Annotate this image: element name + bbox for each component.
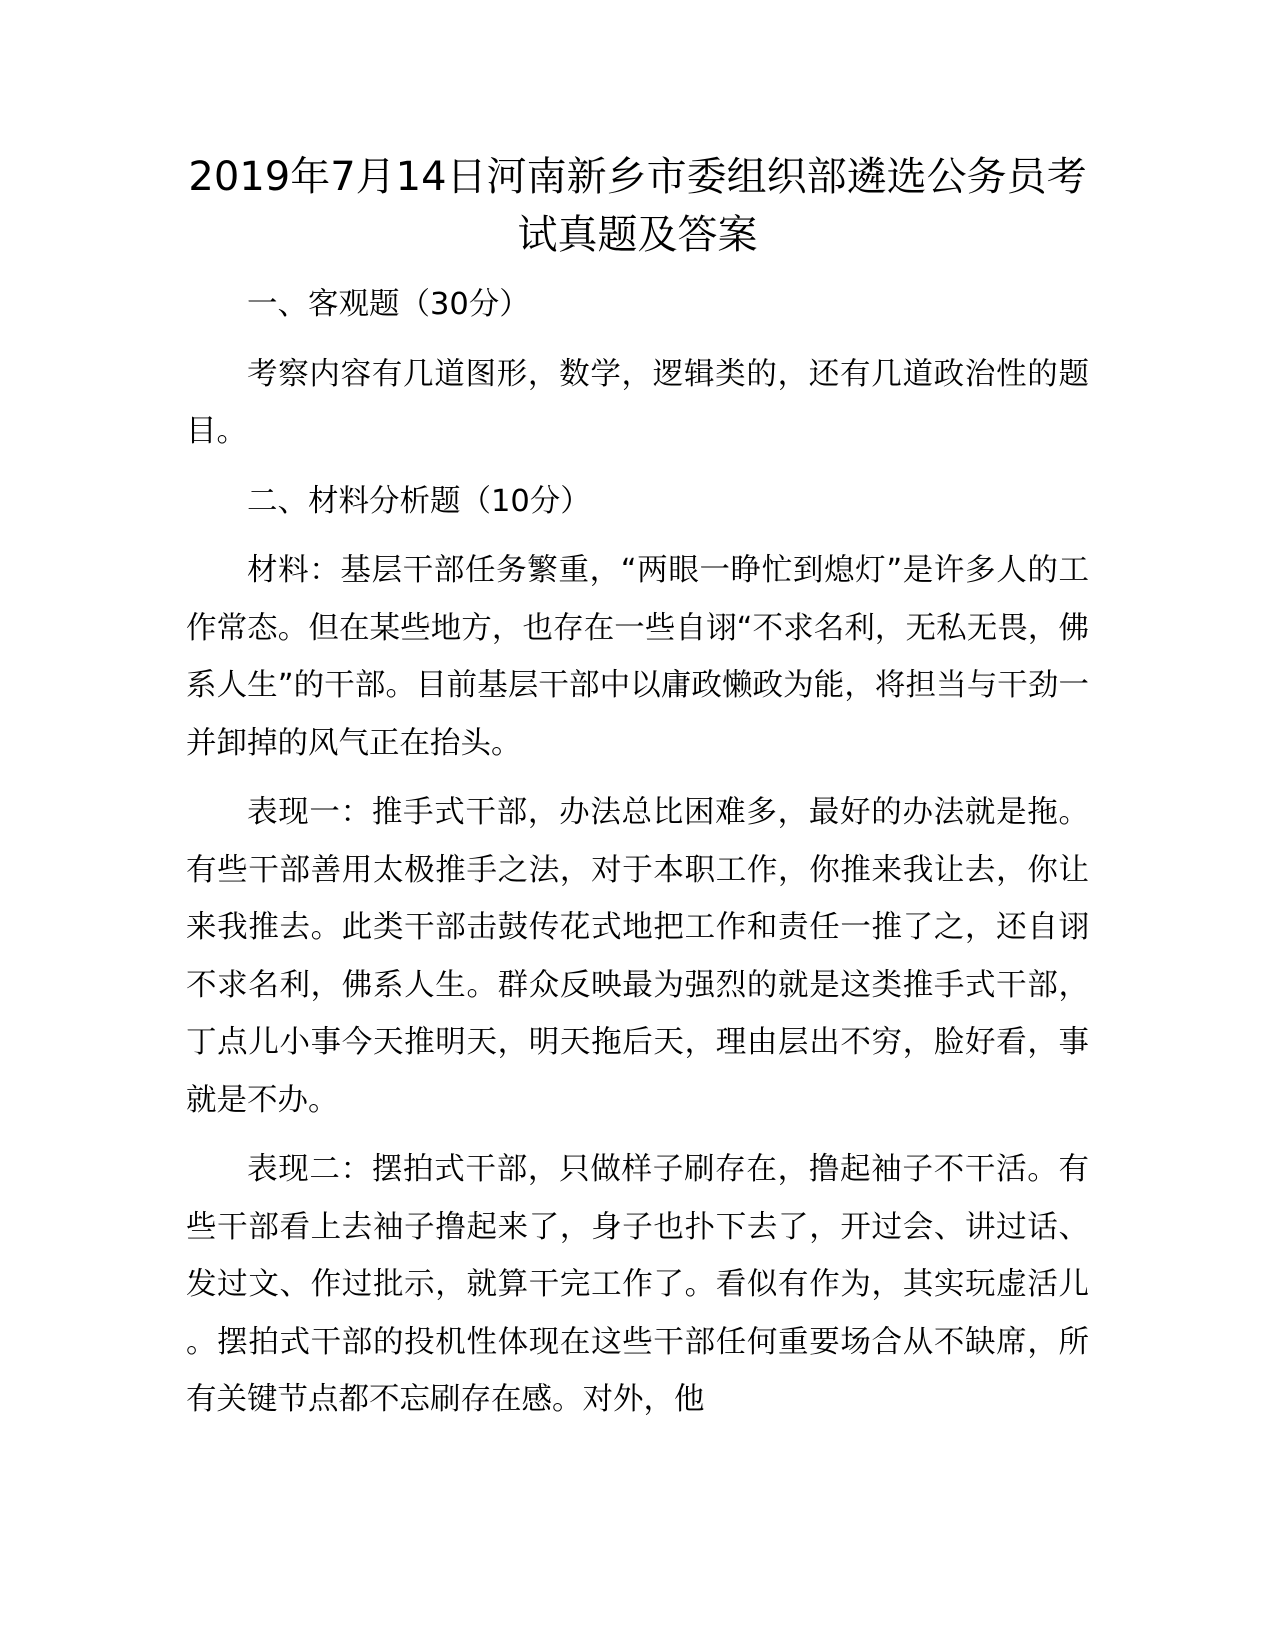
document-body	[186, 148, 1089, 1429]
section-heading-material-analysis: 二、材料分析题（10分）	[247, 483, 591, 519]
document-title: 2019年7月14日河南新乡市委组织部遴选公务员考试真题及答案	[188, 154, 1087, 258]
paragraph-material: 材料：基层干部任务繁重，“两眼一睁忙到熄灯”是许多人的工作常态。但在某些地方，也存在一些自诩“不求名利，无私无畏，佛系人生”的干部。目前基层干部中以庸政懒政为能，将担当与干劲一并卸掉的风气正在抬头。	[186, 553, 1089, 761]
section-heading-objective: 一、客观题（30分）	[247, 287, 530, 322]
paragraph-manifestation-one: 表现一：推手式干部，办法总比困难多，最好的办法就是拖。有些干部善用太极推手之法，对于本职工作，你推来我让去，你让来我推去。此类干部击鼓传花式地把工作和责任一推了之，还自诩不求名利，佛系人生。群众反映最为强烈的就是这类推手式干部，丁点儿小事今天推明天，明天拖后天，理由层出不穷，脸好看，事就是不办。	[186, 795, 1089, 1118]
paragraph-manifestation-two: 表现二：摆拍式干部，只做样子刷存在，撸起袖子不干活。有些干部看上去袖子撸起来了，身子也扑下去了，开过会、讲过话、发过文、作过批示，就算干完工作了。看似有作为，其实玩虚活儿。摆拍式干部的投机性体现在这些干部任何重要场合从不缺席，所有关键节点都不忘刷存在感。对外，他	[186, 1152, 1089, 1417]
paragraph-objective-content: 考察内容有几道图形，数学，逻辑类的，还有几道政治性的题目。	[186, 356, 1089, 449]
